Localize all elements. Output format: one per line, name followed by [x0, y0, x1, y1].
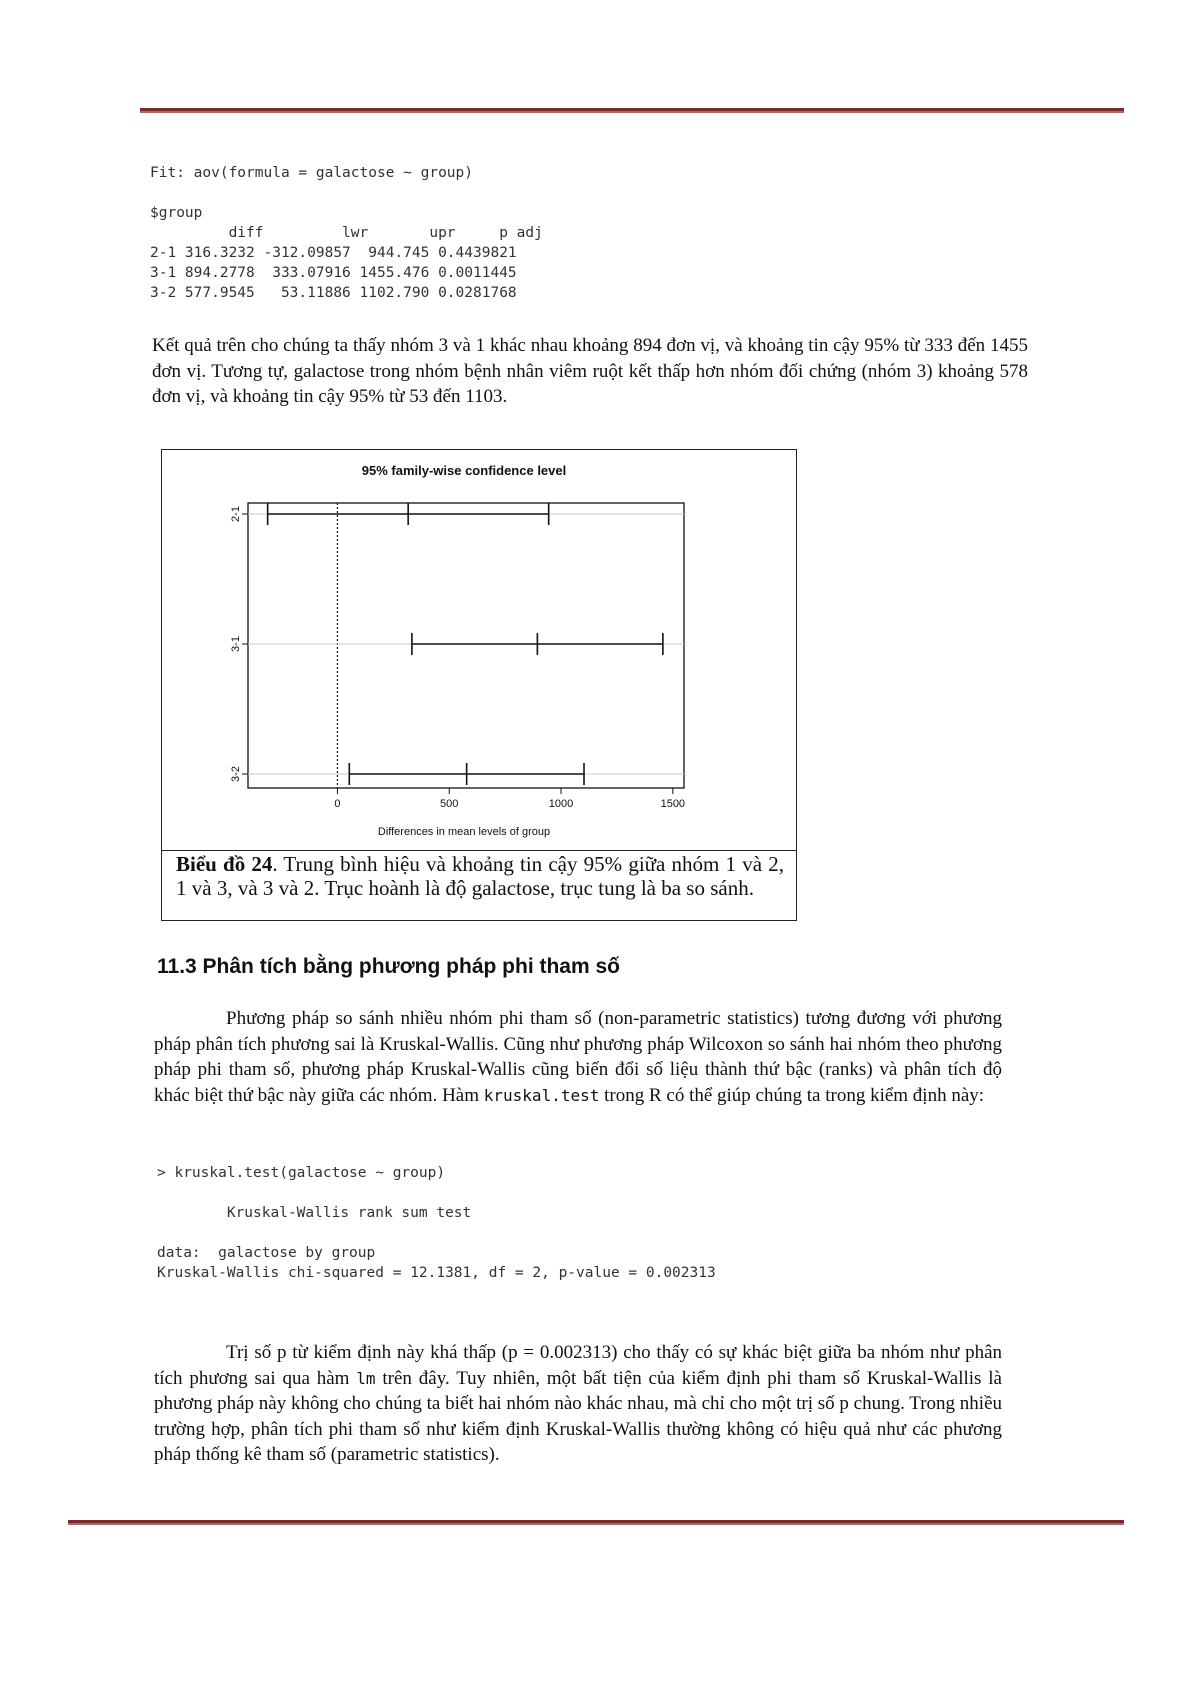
chart-title: 95% family-wise confidence level: [361, 463, 567, 478]
paragraph-tukey-interpretation: Kết quả trên cho chúng ta thấy nhóm 3 và 1 khác nhau khoảng 894 đơn vị, và khoảng tin cậy 95% từ 333 đến 1455 đơn vị. Tương tự, galactose trong nhóm bệnh nhân viêm ruột kết thấp hơn nhóm đối chứng (nhóm 3) khoảng 578 đơn vị, và khoảng tin cậy 95% từ 53 đến 1103.: [152, 335, 1028, 407]
x-tick-label-1000: 1000: [548, 798, 574, 810]
y-tick-label-3-1: 3-1: [229, 636, 242, 652]
y-tick-label-3-2: 3-2: [229, 766, 242, 782]
figure-caption: [176, 852, 784, 900]
kruskal-output: > kruskal.test(galactose ~ group) Kruskal-Wallis rank sum test data: galactose by group Kruskal-Wallis chi-squared = 12.1381, df = 2, p-value = 0.002313: [157, 1165, 716, 1281]
para2-before: Phương pháp so sánh nhiều nhóm phi tham số (non-parametric statistics) tương đương với phương pháp phân tích phương sai là Kruskal-Wallis. Cũng như phương pháp Wilcoxon so sánh hai nhóm theo phương pháp phi tham số, phương pháp Kruskal-Wallis cũng biến đổi số liệu thành thứ bậc (ranks) và phân tích độ khác biệt thứ bậc này giữa các nhóm. Hàm: [154, 1008, 1002, 1106]
caption-separator: [162, 850, 796, 851]
tukey-ci-chart: [162, 450, 795, 848]
y-tick-label-2-1: 2-1: [229, 506, 242, 522]
x-axis-label: Differences in mean levels of group: [377, 826, 551, 838]
x-tick-label-1500: 1500: [660, 798, 686, 810]
footer-rule: [68, 1520, 1124, 1525]
caption-text: . Trung bình hiệu và khoảng tin cậy 95% giữa nhóm 1 và 2, 1 và 3, và 3 và 2. Trục hoành là độ galactose, trục tung là ba so sánh.: [176, 852, 784, 900]
caption-label: Biểu đồ 24: [176, 852, 273, 876]
header-rule: [140, 108, 1124, 113]
paragraph-kruskal-interpretation: [154, 1340, 1002, 1468]
tukey-output: Fit: aov(formula = galactose ~ group) $group diff lwr upr p adj 2-1 316.3232 -312.09857 944.745 0.4439821 3-1 894.2778 333.07916 1455.476 0.0011445 3-2 577.9545 53.11886 1102.790 0.0281768: [150, 165, 543, 301]
x-tick-label-0: 0: [334, 798, 341, 810]
x-tick-label-500: 500: [440, 798, 459, 810]
para2-after: trong R có thể giúp chúng ta trong kiểm định này:: [599, 1084, 985, 1106]
section-heading: 11.3 Phân tích bằng phương pháp phi tham số: [157, 955, 621, 978]
paragraph-kruskal-intro: [154, 1006, 1002, 1108]
inline-code-kruskal: kruskal.test: [483, 1085, 600, 1105]
figure-box: [161, 449, 797, 921]
plot-frame: [248, 503, 684, 788]
inline-code-lm: lm: [356, 1368, 376, 1388]
para3-before: Trị số p từ kiểm định này khá thấp (p = 0.002313) cho thấy có sự khác biệt giữa ba nhóm như phân tích phương sai qua hàm: [154, 1342, 1002, 1389]
para3-after: trên đây. Tuy nhiên, một bất tiện của kiểm định phi tham số Kruskal-Wallis là phương pháp này không cho chúng ta biết hai nhóm nào khác nhau, mà chỉ cho một trị số p chung. Trong nhiều trường hợp, phân tích phi tham số như kiểm định Kruskal-Wallis thường không có hiệu quả như các phương pháp thống kê tham số (parametric statistics).: [154, 1367, 1002, 1465]
